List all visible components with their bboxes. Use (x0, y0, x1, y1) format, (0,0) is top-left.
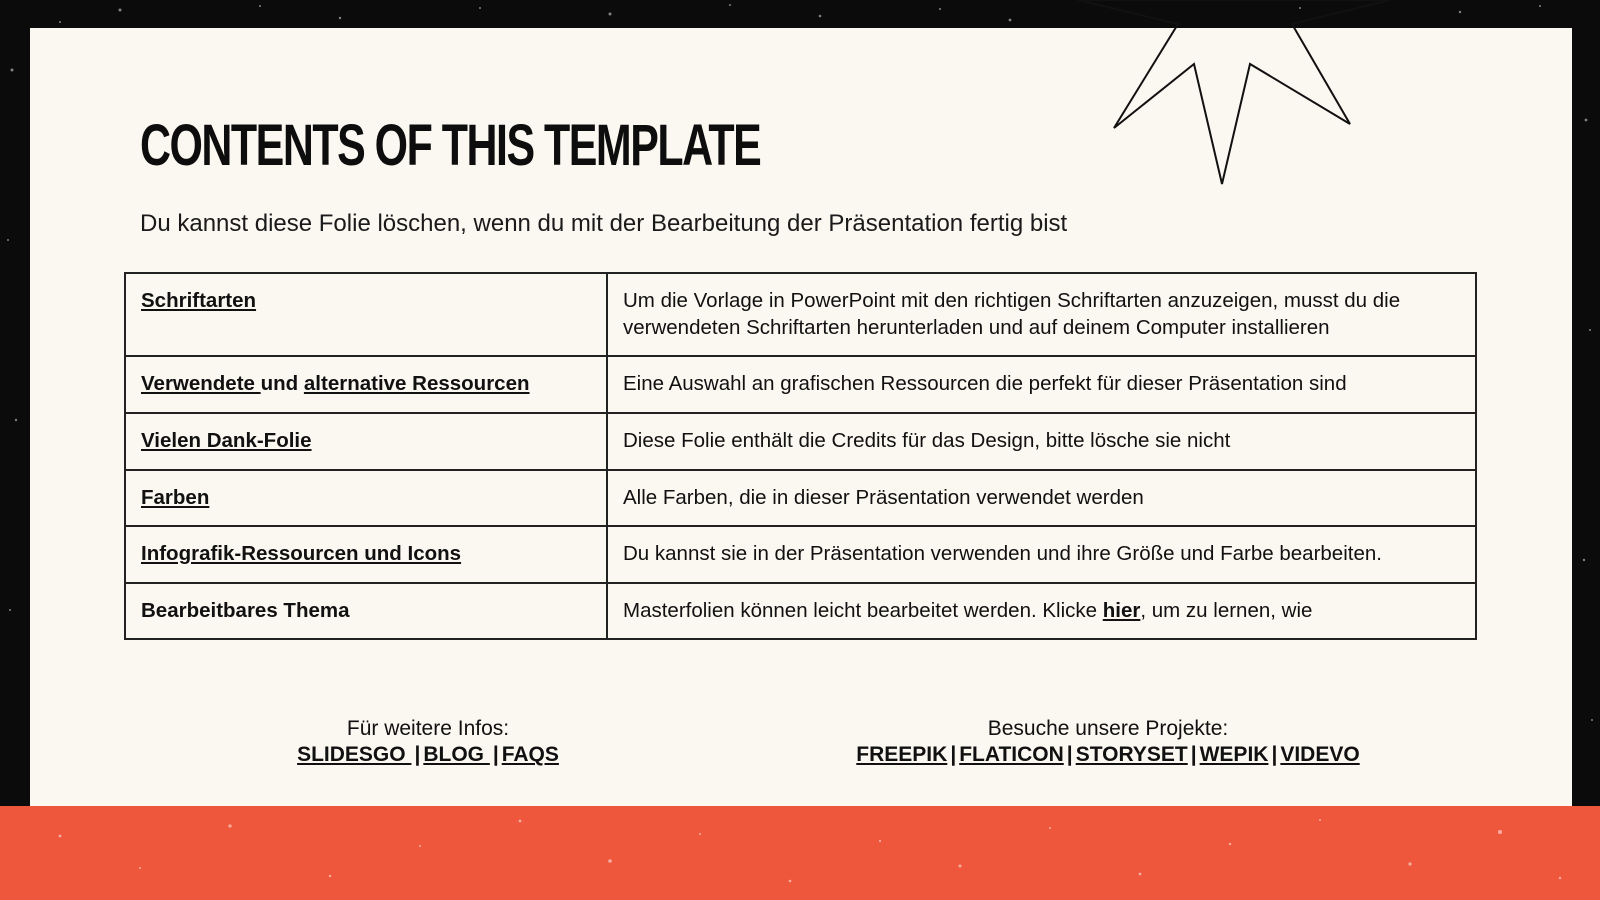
footer-right-heading: Besuche unsere Projekte: (987, 717, 1229, 740)
link-separator: | (1271, 743, 1278, 767)
table-row (125, 273, 1476, 356)
row-description-cell: Eine Auswahl an grafischen Ressourcen die perfekt für dieser Präsentation sind (607, 356, 1476, 413)
colors-link[interactable]: Farben (141, 485, 210, 509)
row-description-cell: Diese Folie enthält die Credits für das Design, bitte lösche sie nicht (607, 413, 1476, 470)
page-title: CONTENTS OF THIS TEMPLATE (140, 113, 761, 178)
table-row (125, 413, 1476, 470)
row-label-cell (125, 356, 607, 413)
row-label-cell (125, 273, 607, 356)
wepik-link[interactable]: WEPIK (1199, 743, 1269, 767)
infographic-resources-link[interactable]: Infografik-Ressourcen und Icons (141, 542, 462, 566)
editable-theme-label: Bearbeitbares Thema (141, 598, 350, 622)
row-description-cell: Um die Vorlage in PowerPoint mit den richtigen Schriftarten anzuzeigen, musst du die verwendeten Schriftarten herunterladen und auf deinem Computer installieren (607, 273, 1476, 356)
videvo-link[interactable]: VIDEVO (1280, 743, 1360, 767)
band-speckle-texture (0, 806, 1600, 900)
used-resources-link[interactable]: Verwendete (141, 372, 261, 396)
star-outline-decoration (1068, 0, 1428, 214)
table-row (125, 583, 1476, 640)
table-row (125, 526, 1476, 583)
link-separator: | (492, 743, 499, 767)
row-label-join: und (260, 372, 304, 396)
row-label-cell (125, 526, 607, 583)
table-row (125, 470, 1476, 527)
link-separator: | (1066, 743, 1073, 767)
row-description-cell: Alle Farben, die in dieser Präsentation verwendet werden (607, 470, 1476, 527)
thank-you-slide-link[interactable]: Vielen Dank-Folie (141, 428, 312, 452)
footer-more-info (228, 716, 628, 769)
page-subtitle: Du kannst diese Folie löschen, wenn du mit der Bearbeitung der Präsentation fertig bist (140, 210, 1068, 237)
description-text: Masterfolien können leicht bearbeitet werden. Klicke (623, 598, 1103, 622)
contents-table (124, 272, 1477, 640)
faqs-link[interactable]: FAQS (501, 743, 559, 767)
link-separator: | (950, 743, 957, 767)
slidesgo-link[interactable]: SLIDESGO (297, 743, 412, 767)
footer-right-links (808, 742, 1408, 768)
footer-left-links (228, 742, 628, 768)
here-link[interactable]: hier (1102, 598, 1141, 622)
row-description-cell: Du kannst sie in der Präsentation verwenden und ihre Größe und Farbe bearbeiten. (607, 526, 1476, 583)
table-row (125, 356, 1476, 413)
blog-link[interactable]: BLOG (423, 743, 490, 767)
footer-projects (808, 716, 1408, 769)
row-label-cell (125, 413, 607, 470)
flaticon-link[interactable]: FLATICON (959, 743, 1064, 767)
freepik-link[interactable]: FREEPIK (856, 743, 948, 767)
storyset-link[interactable]: STORYSET (1075, 743, 1188, 767)
link-separator: | (414, 743, 421, 767)
bottom-accent-band (0, 806, 1600, 900)
link-separator: | (1190, 743, 1197, 767)
alternative-resources-link[interactable]: alternative Ressourcen (303, 372, 530, 396)
fonts-link[interactable]: Schriftarten (141, 289, 257, 312)
description-text: , um zu lernen, wie (1140, 598, 1313, 622)
row-label-cell (125, 470, 607, 527)
footer-left-heading: Für weitere Infos: (346, 717, 510, 740)
row-description-cell (607, 583, 1476, 640)
row-label-cell (125, 583, 607, 640)
